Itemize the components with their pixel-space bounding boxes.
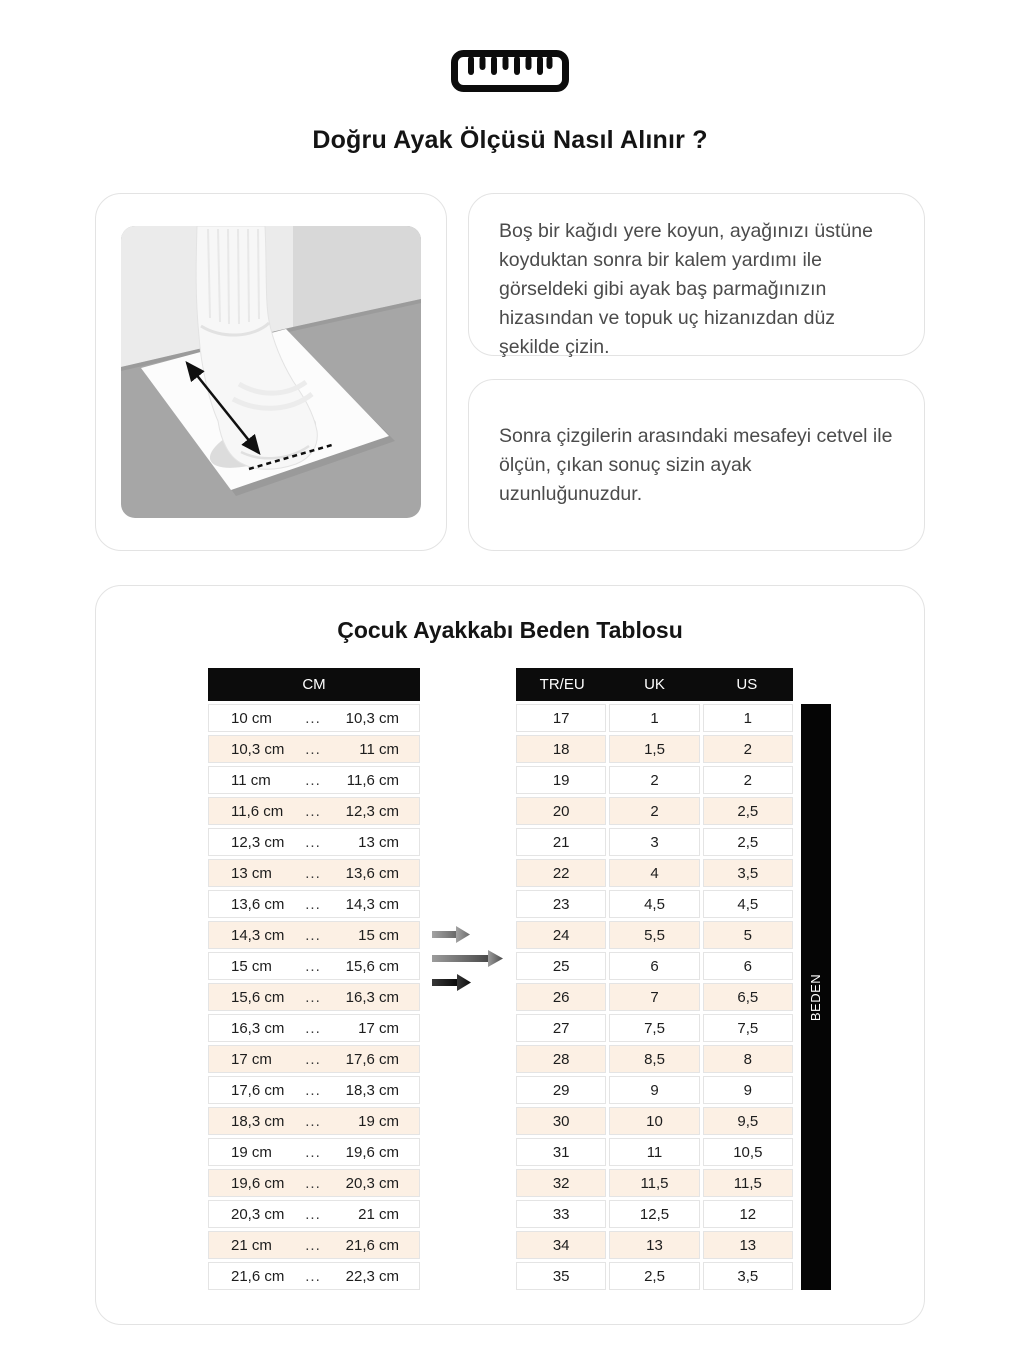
uk-size-value: 13 — [609, 1231, 699, 1259]
size-table-row — [516, 1200, 793, 1228]
us-size-value: 5 — [703, 921, 793, 949]
cm-min-value: 15,6 cm — [231, 988, 285, 1006]
range-separator: ... — [305, 988, 321, 1006]
cm-max-value: 12,3 cm — [345, 802, 399, 820]
cm-range-row — [208, 1045, 420, 1073]
size-table-row — [516, 1138, 793, 1166]
cm-range-row — [208, 704, 420, 732]
tr-eu-size-value: 29 — [516, 1076, 606, 1104]
tr-eu-size-value: 22 — [516, 859, 606, 887]
tr-eu-size-value: 26 — [516, 983, 606, 1011]
range-separator: ... — [305, 895, 321, 913]
cm-range-row — [208, 1200, 420, 1228]
cm-min-value: 11 cm — [231, 771, 271, 789]
column-header-us: US — [736, 676, 758, 693]
size-table-row — [516, 1262, 793, 1290]
uk-size-value: 10 — [609, 1107, 699, 1135]
tr-eu-size-value: 18 — [516, 735, 606, 763]
cm-max-value: 10,3 cm — [345, 709, 399, 727]
size-table-row — [516, 1107, 793, 1135]
range-separator: ... — [305, 709, 321, 727]
cm-max-value: 14,3 cm — [345, 895, 399, 913]
tr-eu-size-value: 33 — [516, 1200, 606, 1228]
range-separator: ... — [305, 957, 321, 975]
page-title: Doğru Ayak Ölçüsü Nasıl Alınır ? — [312, 126, 708, 154]
cm-max-value: 19 cm — [358, 1112, 399, 1130]
range-separator: ... — [305, 926, 321, 944]
range-separator: ... — [305, 1143, 321, 1161]
size-table-row — [516, 1014, 793, 1042]
ruler-icon — [0, 50, 1020, 94]
cm-max-value: 19,6 cm — [345, 1143, 399, 1161]
us-size-value: 2 — [703, 766, 793, 794]
uk-size-value: 7 — [609, 983, 699, 1011]
cm-max-value: 15 cm — [358, 926, 399, 944]
range-separator: ... — [305, 740, 321, 758]
size-table-row — [516, 952, 793, 980]
cm-range-row — [208, 1262, 420, 1290]
range-separator: ... — [305, 864, 321, 882]
range-separator: ... — [305, 1174, 321, 1192]
size-table-row — [516, 1169, 793, 1197]
tr-eu-size-value: 24 — [516, 921, 606, 949]
tr-eu-size-value: 28 — [516, 1045, 606, 1073]
cm-range-row — [208, 1014, 420, 1042]
uk-size-value: 8,5 — [609, 1045, 699, 1073]
range-separator: ... — [305, 1050, 321, 1068]
size-table-row — [516, 766, 793, 794]
cm-max-value: 18,3 cm — [345, 1081, 399, 1099]
cm-range-row — [208, 983, 420, 1011]
cm-min-value: 17,6 cm — [231, 1081, 285, 1099]
range-separator: ... — [305, 1205, 321, 1223]
cm-range-row — [208, 828, 420, 856]
uk-size-value: 1,5 — [609, 735, 699, 763]
cm-max-value: 22,3 cm — [345, 1267, 399, 1285]
tr-eu-size-value: 19 — [516, 766, 606, 794]
us-size-value: 6,5 — [703, 983, 793, 1011]
cm-min-value: 15 cm — [231, 957, 272, 975]
cm-min-value: 13,6 cm — [231, 895, 285, 913]
cm-min-value: 21,6 cm — [231, 1267, 285, 1285]
size-table-row — [516, 797, 793, 825]
instruction-step-1-text: Boş bir kağıdı yere koyun, ayağınızı üstüne koyduktan sonra bir kalem yardımı ile görseldeki gibi ayak baş parmağınızın hizasından ve topuk uç hizanızdan düz şekilde çizin. — [499, 220, 873, 358]
cm-range-row — [208, 952, 420, 980]
uk-size-value: 2 — [609, 766, 699, 794]
cm-range-row — [208, 1169, 420, 1197]
cm-range-row — [208, 735, 420, 763]
cm-min-value: 19,6 cm — [231, 1174, 285, 1192]
us-size-value: 6 — [703, 952, 793, 980]
cm-min-value: 20,3 cm — [231, 1205, 285, 1223]
size-tables — [208, 668, 831, 1293]
us-size-value: 9,5 — [703, 1107, 793, 1135]
cm-table-header: CM — [208, 668, 420, 701]
size-table-row — [516, 983, 793, 1011]
tr-eu-size-value: 17 — [516, 704, 606, 732]
uk-size-value: 9 — [609, 1076, 699, 1104]
instructions-column — [468, 193, 925, 551]
size-table-row — [516, 921, 793, 949]
cm-min-value: 19 cm — [231, 1143, 272, 1161]
size-table-header-row — [516, 668, 793, 701]
uk-size-value: 11,5 — [609, 1169, 699, 1197]
uk-size-value: 7,5 — [609, 1014, 699, 1042]
cm-range-row — [208, 797, 420, 825]
cm-max-value: 15,6 cm — [345, 957, 399, 975]
cm-range-table — [208, 668, 420, 1293]
uk-size-value: 6 — [609, 952, 699, 980]
uk-size-value: 4,5 — [609, 890, 699, 918]
us-size-value: 11,5 — [703, 1169, 793, 1197]
foot-measurement-photo — [121, 226, 421, 518]
uk-size-value: 2,5 — [609, 1262, 699, 1290]
tr-eu-size-value: 34 — [516, 1231, 606, 1259]
cm-range-row — [208, 1076, 420, 1104]
size-table-row — [516, 704, 793, 732]
cm-max-value: 11,6 cm — [346, 771, 399, 789]
tr-eu-size-value: 25 — [516, 952, 606, 980]
beden-side-bar — [801, 704, 831, 1290]
cm-range-row — [208, 1138, 420, 1166]
triple-right-arrows-icon — [430, 924, 506, 994]
range-separator: ... — [305, 1112, 321, 1130]
size-table-title: Çocuk Ayakkabı Beden Tablosu — [337, 617, 683, 643]
size-table-section — [95, 585, 925, 1325]
cm-max-value: 21,6 cm — [345, 1236, 399, 1254]
tr-eu-size-value: 27 — [516, 1014, 606, 1042]
instruction-step-2-card — [468, 379, 925, 551]
us-size-value: 2,5 — [703, 828, 793, 856]
column-header-uk: UK — [644, 676, 665, 693]
column-header-tr-eu: TR/EU — [539, 676, 585, 693]
instruction-step-1-card — [468, 193, 925, 356]
tr-eu-size-value: 32 — [516, 1169, 606, 1197]
uk-size-value: 1 — [609, 704, 699, 732]
range-separator: ... — [305, 1019, 321, 1037]
us-size-value: 10,5 — [703, 1138, 793, 1166]
uk-size-value: 2 — [609, 797, 699, 825]
uk-size-value: 3 — [609, 828, 699, 856]
range-separator: ... — [305, 771, 321, 789]
us-size-value: 4,5 — [703, 890, 793, 918]
size-table-row — [516, 735, 793, 763]
tr-eu-size-value: 30 — [516, 1107, 606, 1135]
size-table-row — [516, 1045, 793, 1073]
range-separator: ... — [305, 1267, 321, 1285]
range-separator: ... — [305, 802, 321, 820]
cm-min-value: 18,3 cm — [231, 1112, 285, 1130]
us-size-value: 1 — [703, 704, 793, 732]
cm-min-value: 14,3 cm — [231, 926, 285, 944]
cm-min-value: 11,6 cm — [231, 802, 284, 820]
instruction-step-2-text: Sonra çizgilerin arasındaki mesafeyi cetvel ile ölçün, çıkan sonuç sizin ayak uzunluğunuzdur. — [499, 424, 893, 505]
cm-max-value: 21 cm — [358, 1205, 399, 1223]
tr-eu-size-value: 20 — [516, 797, 606, 825]
size-table-row — [516, 1076, 793, 1104]
table-transfer-arrows — [420, 668, 516, 1288]
uk-size-value: 5,5 — [609, 921, 699, 949]
cm-range-row — [208, 921, 420, 949]
cm-table-body — [208, 704, 420, 1290]
tr-eu-size-value: 35 — [516, 1262, 606, 1290]
cm-min-value: 16,3 cm — [231, 1019, 285, 1037]
cm-min-value: 10,3 cm — [231, 740, 285, 758]
cm-max-value: 16,3 cm — [345, 988, 399, 1006]
cm-max-value: 17,6 cm — [345, 1050, 399, 1068]
us-size-value: 2,5 — [703, 797, 793, 825]
cm-max-value: 20,3 cm — [345, 1174, 399, 1192]
measurement-guide-section — [95, 193, 925, 551]
size-table-row — [516, 890, 793, 918]
uk-size-value: 4 — [609, 859, 699, 887]
cm-range-row — [208, 890, 420, 918]
cm-min-value: 17 cm — [231, 1050, 272, 1068]
uk-size-value: 11 — [609, 1138, 699, 1166]
size-table-body — [516, 704, 793, 1290]
cm-max-value: 13,6 cm — [345, 864, 399, 882]
uk-size-value: 12,5 — [609, 1200, 699, 1228]
tr-eu-size-value: 23 — [516, 890, 606, 918]
cm-max-value: 11 cm — [359, 740, 399, 758]
cm-range-row — [208, 859, 420, 887]
range-separator: ... — [305, 1236, 321, 1254]
size-table-row — [516, 828, 793, 856]
us-size-value: 12 — [703, 1200, 793, 1228]
us-size-value: 7,5 — [703, 1014, 793, 1042]
tr-eu-size-value: 31 — [516, 1138, 606, 1166]
beden-side-label: BEDEN — [808, 973, 824, 1021]
us-size-value: 2 — [703, 735, 793, 763]
us-size-value: 3,5 — [703, 1262, 793, 1290]
cm-range-row — [208, 766, 420, 794]
cm-range-row — [208, 1107, 420, 1135]
size-table-row — [516, 1231, 793, 1259]
us-size-value: 9 — [703, 1076, 793, 1104]
cm-max-value: 13 cm — [358, 833, 399, 851]
cm-range-row — [208, 1231, 420, 1259]
range-separator: ... — [305, 833, 321, 851]
shoe-size-table — [516, 668, 793, 1293]
cm-max-value: 17 cm — [358, 1019, 399, 1037]
cm-min-value: 13 cm — [231, 864, 272, 882]
us-size-value: 3,5 — [703, 859, 793, 887]
page-header — [0, 0, 1020, 155]
us-size-value: 8 — [703, 1045, 793, 1073]
us-size-value: 13 — [703, 1231, 793, 1259]
cm-min-value: 21 cm — [231, 1236, 272, 1254]
cm-min-value: 10 cm — [231, 709, 272, 727]
range-separator: ... — [305, 1081, 321, 1099]
cm-min-value: 12,3 cm — [231, 833, 285, 851]
foot-measurement-photo-card — [95, 193, 447, 551]
size-table-row — [516, 859, 793, 887]
tr-eu-size-value: 21 — [516, 828, 606, 856]
